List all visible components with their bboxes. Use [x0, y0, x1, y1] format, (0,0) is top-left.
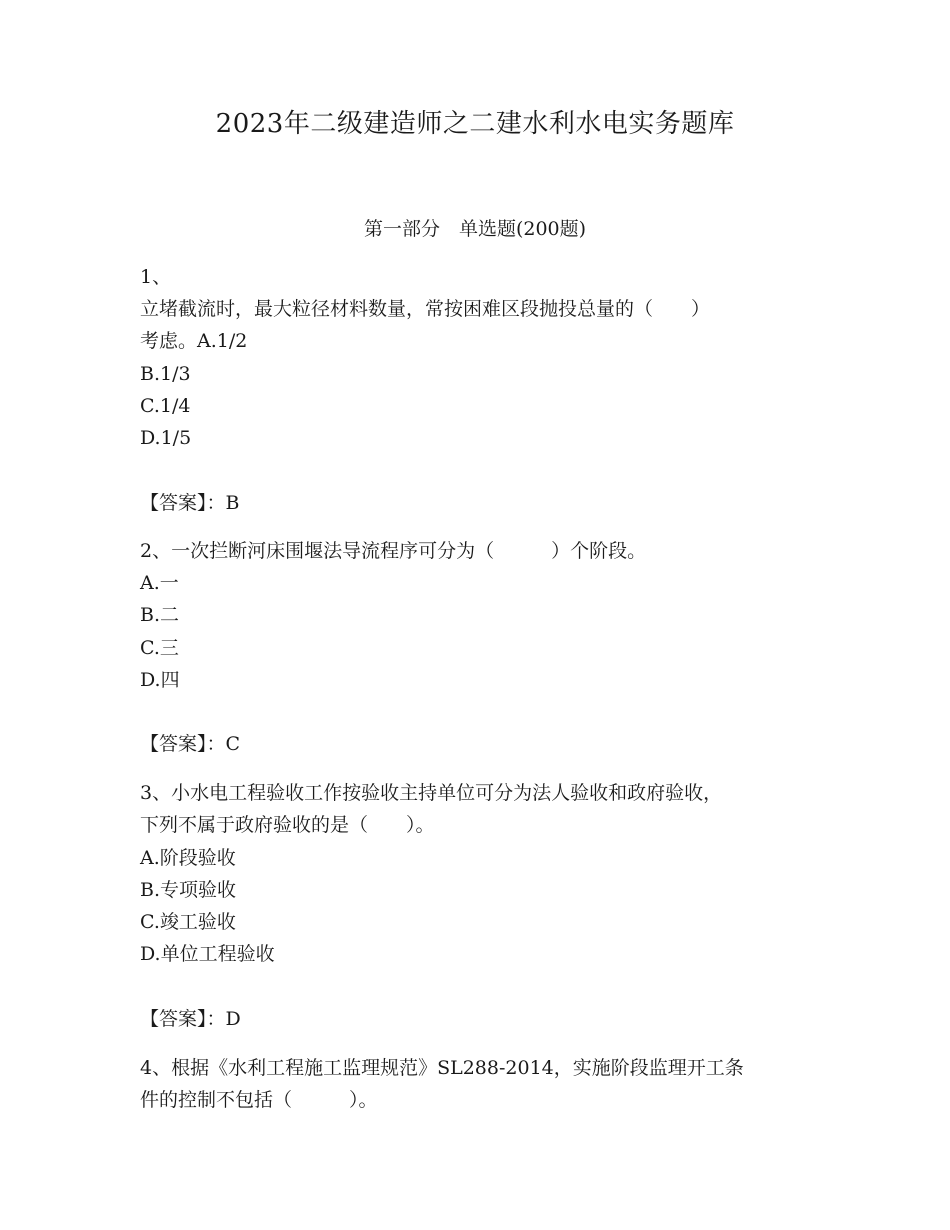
- question-2-option-b: B.二: [140, 604, 180, 626]
- question-2-stem-line-1: 2、一次拦断河床围堰法导流程序可分为（ ）个阶段。: [140, 540, 647, 562]
- question-3-option-c: C.竣工验收: [140, 911, 236, 933]
- section-title: 第一部分 单选题(200题): [363, 218, 587, 240]
- question-1-option-c: C.1/4: [140, 395, 191, 417]
- question-2-option-c: C.三: [140, 637, 179, 659]
- question-4-stem-line-2: 件的控制不包括（ ）。: [140, 1089, 378, 1111]
- question-3-answer: 【答案】：D: [140, 1008, 241, 1030]
- question-3-stem-line-1: 3、小水电工程验收工作按验收主持单位可分为法人验收和政府验收，: [140, 782, 723, 804]
- question-2-option-a: A.一: [140, 572, 179, 594]
- question-3-option-a: A.阶段验收: [140, 847, 236, 869]
- question-1-answer: 【答案】：B: [140, 492, 240, 514]
- document-title: 2023年二级建造师之二建水利水电实务题库: [215, 109, 735, 139]
- question-2-answer: 【答案】：C: [140, 733, 241, 755]
- question-1-option-d: D.1/5: [140, 427, 192, 449]
- question-2-option-d: D.四: [140, 669, 180, 691]
- question-3-option-b: B.专项验收: [140, 879, 237, 901]
- question-3-option-d: D.单位工程验收: [140, 943, 275, 965]
- question-3-stem-line-2: 下列不属于政府验收的是（ ）。: [140, 814, 435, 836]
- question-1-option-b: B.1/3: [140, 363, 191, 385]
- question-1-stem-line-2: 考虑。A.1/2: [140, 330, 248, 352]
- question-1-number: 1、: [140, 266, 172, 288]
- question-4-stem-line-1: 4、根据《水利工程施工监理规范》SL288-2014，实施阶段监理开工条: [140, 1057, 744, 1079]
- question-1-stem-line-1: 立堵截流时，最大粒径材料数量，常按困难区段抛投总量的（ ）: [140, 298, 711, 320]
